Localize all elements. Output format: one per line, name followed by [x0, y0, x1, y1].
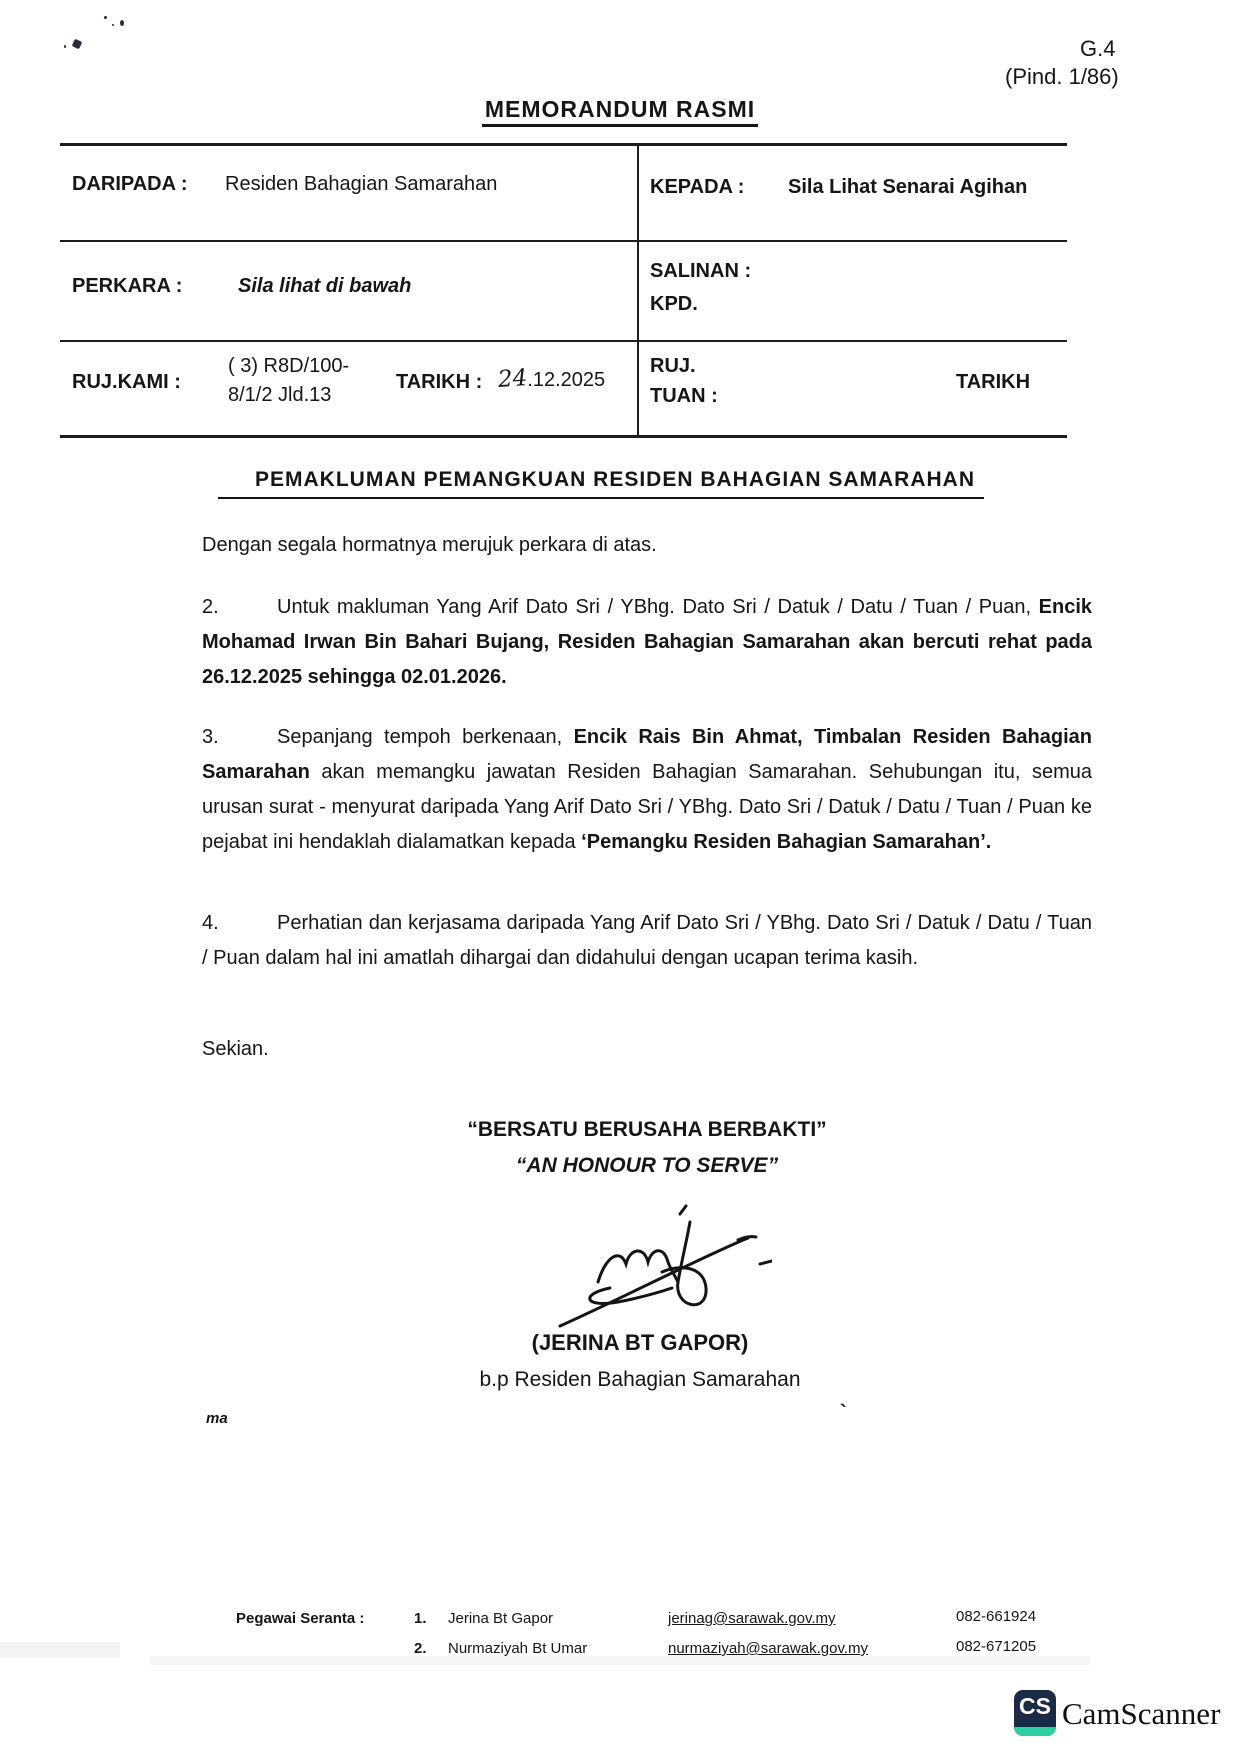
paragraph-3	[202, 720, 1092, 860]
perkara-value: Sila lihat di bawah	[238, 275, 412, 297]
perkara-label: PERKARA :	[72, 275, 183, 297]
contact-1-email[interactable]: jerinag@sarawak.gov.my	[668, 1610, 836, 1627]
paragraph-2-number: 2.	[202, 596, 219, 618]
table-border-row2	[60, 340, 1067, 342]
paragraph-2-bold-text: Encik Mohamad Irwan Bin Bahari Bujang, Residen Bahagian Samarahan akan bercuti rehat pada 26.12.2025 sehingga 02.01.2026.	[202, 596, 1092, 688]
tarikh-value	[498, 366, 605, 392]
salinan-value: KPD.	[650, 293, 698, 315]
paragraph-2-text: Untuk makluman Yang Arif Dato Sri / YBhg. Dato Sri / Datuk / Datu / Tuan / Puan,	[277, 596, 1039, 618]
kepada-label: KEPADA :	[650, 176, 745, 198]
memo-heading	[0, 96, 1240, 123]
ruj-tuan-line1: RUJ.	[650, 355, 696, 377]
salinan-label: SALINAN :	[650, 260, 752, 282]
signatory-capacity: b.p Residen Bahagian Samarahan	[479, 1368, 801, 1391]
tarikh-rest: .12.2025	[527, 369, 606, 391]
signatory-name: (JERINA BT GAPOR)	[531, 1330, 749, 1355]
ink-speck	[120, 20, 124, 26]
paragraph-4	[202, 906, 1092, 976]
daripada-label: DARIPADA :	[72, 173, 188, 195]
ruj-kami-ref-line1: ( 3) R8D/100-	[228, 355, 350, 377]
motto-line-1: “BERSATU BERUSAHA BERBAKTI”	[467, 1118, 827, 1141]
tarikh-day-handwritten: 24	[497, 365, 529, 393]
kepada-value: Sila Lihat Senarai Agihan	[788, 176, 1028, 198]
ink-speck	[72, 39, 83, 50]
tarikh-label: TARIKH :	[396, 371, 483, 393]
form-code: G.4	[1080, 36, 1116, 61]
contact-2-phone: 082-671205	[956, 1638, 1037, 1655]
typist-initials: ma	[206, 1410, 228, 1427]
contact-2-name: Nurmaziyah Bt Umar	[448, 1640, 588, 1657]
paragraph-3-text-1: Sepanjang tempoh berkenaan,	[277, 726, 574, 748]
footer-label: Pegawai Seranta :	[236, 1610, 365, 1627]
paragraph-3-number: 3.	[202, 726, 219, 748]
form-revision: (Pind. 1/86)	[1005, 64, 1119, 89]
ink-speck	[104, 16, 107, 19]
paragraph-3-bold-1: Encik Rais Bin Ahmat, Timbalan Residen Bahagian Samarahan	[202, 726, 1092, 783]
closing-word: Sekian.	[202, 1038, 269, 1060]
table-border-bottom	[60, 435, 1067, 438]
contact-1-name: Jerina Bt Gapor	[448, 1610, 554, 1627]
motto-line-2: “AN HONOUR TO SERVE”	[515, 1154, 779, 1177]
paragraph-4-number: 4.	[202, 912, 219, 934]
table-border-top	[60, 143, 1067, 146]
contact-2-email[interactable]: nurmaziyah@sarawak.gov.my	[668, 1640, 869, 1657]
ink-speck	[64, 45, 66, 48]
camscanner-icon-accent-band	[1014, 1727, 1056, 1736]
contact-1-number: 1.	[414, 1610, 427, 1627]
memo-heading-text: MEMORANDUM RASMI	[482, 96, 758, 127]
subject-underline	[218, 497, 984, 499]
tarikh-right-label: TARIKH	[956, 371, 1031, 393]
camscanner-brand-text: CamScanner	[1062, 1696, 1221, 1731]
camscanner-icon	[1014, 1690, 1056, 1736]
scan-smudge	[150, 1656, 1090, 1665]
ruj-kami-label: RUJ.KAMI :	[72, 371, 181, 393]
ruj-kami-ref-line2: 8/1/2 Jld.13	[228, 384, 332, 406]
pen-tick-mark: `	[840, 1402, 847, 1424]
paragraph-1: Dengan segala hormatnya merujuk perkara di atas.	[202, 534, 657, 556]
camscanner-icon-text: CS	[1019, 1693, 1051, 1719]
table-divider-vertical	[637, 146, 639, 436]
ruj-tuan-line2: TUAN :	[650, 385, 718, 407]
daripada-value: Residen Bahagian Samarahan	[225, 173, 498, 195]
table-border-row1	[60, 240, 1067, 242]
signature-scribble	[552, 1202, 772, 1336]
ink-speck	[112, 24, 114, 26]
paragraph-3-bold-2: ‘Pemangku Residen Bahagian Samarahan’.	[581, 831, 992, 853]
subject-title: PEMAKLUMAN PEMANGKUAN RESIDEN BAHAGIAN SAMARAHAN	[255, 468, 975, 491]
scan-smudge	[0, 1642, 120, 1658]
paragraph-3-text-2: akan memangku jawatan Residen Bahagian Samarahan. Sehubungan itu, semua urusan surat - menyurat daripada Yang Arif Dato Sri / YBhg. Dato Sri / Datuk / Datu / Tuan / Puan ke pejabat ini hendaklah dialamatkan kepada	[202, 761, 1092, 853]
paragraph-2	[202, 590, 1092, 695]
paragraph-4-text: Perhatian dan kerjasama daripada Yang Arif Dato Sri / YBhg. Dato Sri / Datuk / Datu / Tuan / Puan dalam hal ini amatlah dihargai dan didahului dengan ucapan terima kasih.	[202, 912, 1092, 969]
memo-header-table	[60, 143, 1067, 438]
contact-1-phone: 082-661924	[956, 1608, 1037, 1625]
contact-2-number: 2.	[414, 1640, 427, 1657]
